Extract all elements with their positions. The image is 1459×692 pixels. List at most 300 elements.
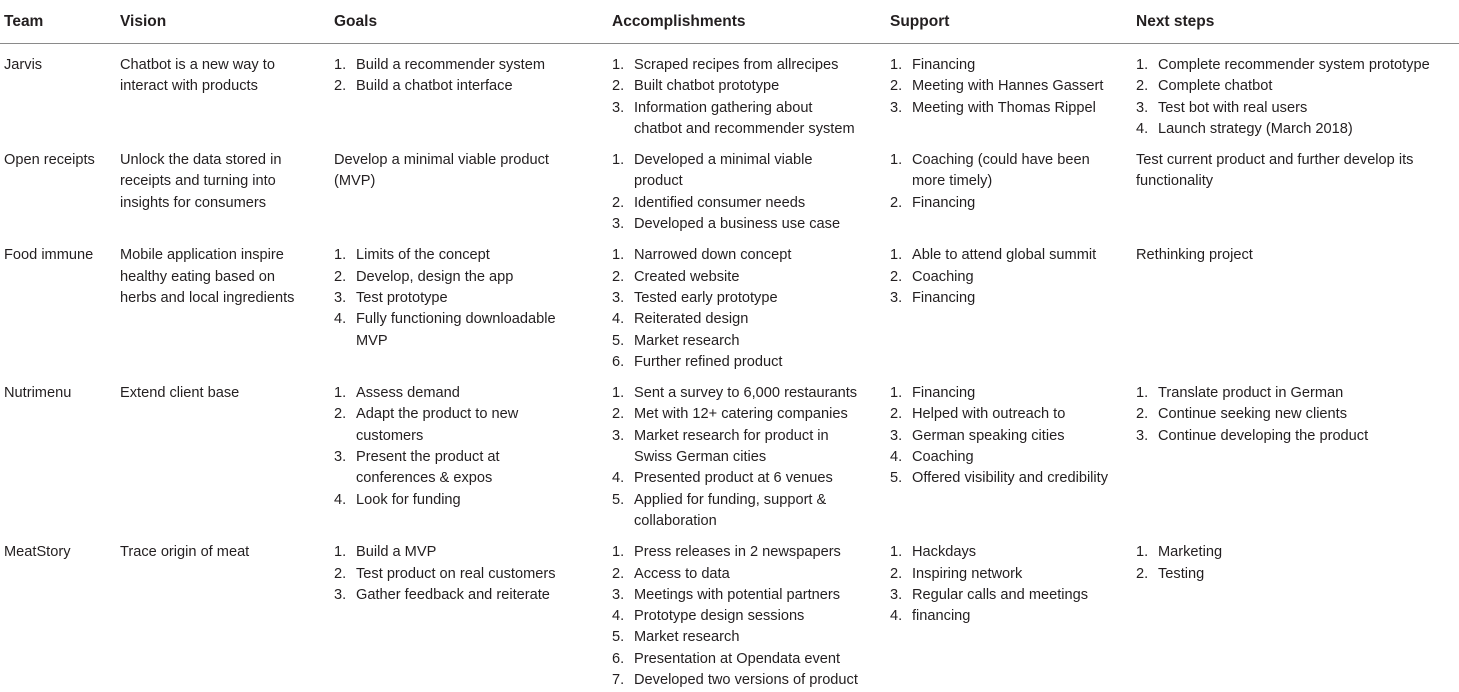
list-item-text — [356, 585, 612, 606]
list-number: 6. — [612, 352, 634, 373]
list-item-line: Scraped recipes from allrecipes — [634, 55, 890, 76]
list-item-line: Offered visibility and credibility — [912, 468, 1136, 489]
list-item — [1136, 98, 1459, 119]
list-item-text — [356, 404, 612, 447]
list-item — [612, 214, 890, 235]
list-item — [612, 245, 890, 266]
list-item-text — [634, 55, 890, 76]
list-item-line: Developed a minimal viable — [634, 150, 890, 171]
list-number: 2. — [612, 193, 634, 214]
table-body — [0, 44, 1459, 692]
list-item — [890, 542, 1136, 563]
cell-support — [890, 236, 1136, 374]
list-item — [890, 193, 1136, 214]
list-item — [612, 670, 890, 691]
list-item-text — [634, 426, 890, 469]
list-item-text — [356, 447, 612, 490]
list-item-text — [912, 426, 1136, 447]
list-item — [612, 468, 890, 489]
list-item-text — [1158, 76, 1459, 97]
list-number: 1. — [1136, 542, 1158, 563]
list-item-text — [634, 490, 890, 533]
list-item — [612, 331, 890, 352]
list-item-text — [356, 76, 612, 97]
list-item — [890, 267, 1136, 288]
list-item-line: Market research for product in — [634, 426, 890, 447]
cell-support — [890, 374, 1136, 533]
list-item-line: Inspiring network — [912, 564, 1136, 585]
list-item-line: Regular calls and meetings — [912, 585, 1136, 606]
list-item-line: Developed a business use case — [634, 214, 890, 235]
list-item — [890, 564, 1136, 585]
numbered-list — [890, 383, 1136, 489]
list-item-text — [1158, 564, 1459, 585]
list-item-text — [912, 150, 1136, 193]
list-item-text — [912, 542, 1136, 563]
list-number: 5. — [890, 468, 912, 489]
cell-next-steps — [1136, 44, 1459, 142]
list-item-text — [1158, 404, 1459, 425]
numbered-list — [334, 383, 612, 511]
list-item-line: Continue developing the product — [1158, 426, 1459, 447]
list-item-text — [634, 214, 890, 235]
list-item-text — [634, 288, 890, 309]
cell-line: Rethinking project — [1136, 245, 1459, 266]
list-item — [612, 585, 890, 606]
cell-accomplishments — [612, 44, 890, 142]
list-item-text — [356, 490, 612, 511]
list-item-text — [634, 564, 890, 585]
cell-goals — [334, 533, 612, 692]
vision-line: herbs and local ingredients — [120, 288, 334, 309]
list-item-line: Gather feedback and reiterate — [356, 585, 612, 606]
list-item-text — [1158, 119, 1459, 140]
list-item-line: Test product on real customers — [356, 564, 612, 585]
list-item-text — [634, 404, 890, 425]
cell-vision — [120, 141, 334, 236]
list-item-text — [634, 468, 890, 489]
list-number: 2. — [1136, 76, 1158, 97]
numbered-list — [612, 383, 890, 532]
list-item — [612, 76, 890, 97]
list-item-text — [634, 267, 890, 288]
list-item-line: Financing — [912, 55, 1136, 76]
list-number: 4. — [1136, 119, 1158, 140]
list-item-line: Present the product at — [356, 447, 612, 468]
list-item-line: chatbot and recommender system — [634, 119, 890, 140]
list-number: 4. — [612, 468, 634, 489]
list-number: 1. — [612, 55, 634, 76]
list-item-line: Information gathering about — [634, 98, 890, 119]
list-item-line: Identified consumer needs — [634, 193, 890, 214]
list-item-text — [634, 309, 890, 330]
list-item — [890, 426, 1136, 447]
list-item-line: conferences & expos — [356, 468, 612, 489]
vision-line: Trace origin of meat — [120, 542, 334, 563]
list-item-line: Translate product in German — [1158, 383, 1459, 404]
list-item — [1136, 76, 1459, 97]
list-item — [890, 288, 1136, 309]
header-row — [0, 0, 1459, 44]
list-number: 3. — [890, 98, 912, 119]
list-number: 7. — [612, 670, 634, 691]
list-number: 1. — [890, 245, 912, 266]
list-item — [334, 267, 612, 288]
list-item-line: Applied for funding, support & — [634, 490, 890, 511]
cell-vision — [120, 533, 334, 692]
list-item — [890, 98, 1136, 119]
header-team: Team — [0, 0, 120, 44]
list-number: 2. — [612, 76, 634, 97]
cell-line: functionality — [1136, 171, 1459, 192]
vision-line: healthy eating based on — [120, 267, 334, 288]
list-item — [334, 585, 612, 606]
list-item-text — [1158, 55, 1459, 76]
list-number: 5. — [612, 627, 634, 648]
list-number: 2. — [890, 193, 912, 214]
numbered-list — [1136, 542, 1459, 585]
vision-line: Unlock the data stored in — [120, 150, 334, 171]
cell-goals — [334, 141, 612, 236]
cell-next-steps — [1136, 236, 1459, 374]
list-item-text — [356, 383, 612, 404]
cell-next-steps — [1136, 141, 1459, 236]
team-name: Food immune — [4, 245, 120, 266]
list-item — [1136, 55, 1459, 76]
header-accomplishments: Accomplishments — [612, 0, 890, 44]
numbered-list — [1136, 55, 1459, 140]
numbered-list — [612, 150, 890, 235]
list-number: 2. — [890, 267, 912, 288]
list-item — [612, 98, 890, 141]
list-item-line: Limits of the concept — [356, 245, 612, 266]
list-item-line: Test prototype — [356, 288, 612, 309]
list-number: 5. — [612, 490, 634, 533]
table-header — [0, 0, 1459, 44]
list-item-line: Presented product at 6 venues — [634, 468, 890, 489]
list-item-line: Fully functioning downloadable — [356, 309, 612, 330]
cell-line: Test current product and further develop its — [1136, 150, 1459, 171]
list-item-text — [356, 288, 612, 309]
numbered-list — [890, 150, 1136, 214]
list-item-line: German speaking cities — [912, 426, 1136, 447]
list-item-line: Swiss German cities — [634, 447, 890, 468]
numbered-list — [612, 55, 890, 140]
list-item-line: Financing — [912, 383, 1136, 404]
list-item-line: Access to data — [634, 564, 890, 585]
list-item — [612, 150, 890, 193]
list-item-line: Build a MVP — [356, 542, 612, 563]
list-number: 3. — [1136, 98, 1158, 119]
list-item — [1136, 383, 1459, 404]
list-number: 1. — [890, 150, 912, 193]
list-item-line: Build a chatbot interface — [356, 76, 612, 97]
list-item — [334, 245, 612, 266]
list-number: 2. — [334, 76, 356, 97]
list-item-line: Able to attend global summit — [912, 245, 1136, 266]
list-item — [890, 55, 1136, 76]
list-item — [612, 542, 890, 563]
list-item — [334, 55, 612, 76]
list-number: 1. — [1136, 383, 1158, 404]
list-item-line: Met with 12+ catering companies — [634, 404, 890, 425]
list-number: 1. — [334, 55, 356, 76]
list-number: 1. — [334, 542, 356, 563]
list-item-text — [634, 352, 890, 373]
list-number: 3. — [612, 98, 634, 141]
vision-line: interact with products — [120, 76, 334, 97]
list-item — [334, 447, 612, 490]
list-item — [334, 383, 612, 404]
list-number: 2. — [334, 564, 356, 585]
list-number: 3. — [1136, 426, 1158, 447]
cell-team — [0, 533, 120, 692]
list-item-line: Market research — [634, 331, 890, 352]
list-item-text — [634, 76, 890, 97]
cell-vision — [120, 374, 334, 533]
list-number: 4. — [612, 309, 634, 330]
numbered-list — [334, 542, 612, 606]
list-number: 2. — [612, 404, 634, 425]
cell-accomplishments — [612, 374, 890, 533]
list-item-text — [1158, 383, 1459, 404]
list-number: 1. — [612, 150, 634, 193]
list-number: 3. — [890, 426, 912, 447]
list-item-text — [912, 267, 1136, 288]
list-item — [612, 352, 890, 373]
list-item-text — [912, 404, 1136, 425]
list-item-text — [634, 98, 890, 141]
list-item-line: Press releases in 2 newspapers — [634, 542, 890, 563]
numbered-list — [334, 55, 612, 98]
list-item — [612, 649, 890, 670]
list-item-line: Meeting with Thomas Rippel — [912, 98, 1136, 119]
list-item — [612, 288, 890, 309]
list-item — [612, 267, 890, 288]
list-item-line: Prototype design sessions — [634, 606, 890, 627]
list-number: 2. — [1136, 404, 1158, 425]
cell-vision — [120, 44, 334, 142]
list-item-line: Continue seeking new clients — [1158, 404, 1459, 425]
list-item-line: more timely) — [912, 171, 1136, 192]
vision-line: Chatbot is a new way to — [120, 55, 334, 76]
list-number: 1. — [890, 383, 912, 404]
team-name: Open receipts — [4, 150, 120, 171]
vision-line: insights for consumers — [120, 193, 334, 214]
list-item — [334, 309, 612, 352]
header-goals: Goals — [334, 0, 612, 44]
list-item — [890, 468, 1136, 489]
header-vision: Vision — [120, 0, 334, 44]
team-name: Jarvis — [4, 55, 120, 76]
list-item — [890, 383, 1136, 404]
list-number: 3. — [334, 585, 356, 606]
list-item-text — [912, 245, 1136, 266]
list-item-line: Adapt the product to new — [356, 404, 612, 425]
numbered-list — [612, 245, 890, 373]
list-item — [612, 55, 890, 76]
list-number: 2. — [890, 404, 912, 425]
list-item-text — [356, 564, 612, 585]
list-number: 2. — [890, 564, 912, 585]
list-item-line: Tested early prototype — [634, 288, 890, 309]
team-name: MeatStory — [4, 542, 120, 563]
list-item-text — [634, 585, 890, 606]
numbered-list — [334, 245, 612, 351]
list-item-text — [356, 542, 612, 563]
list-item — [334, 404, 612, 447]
list-number: 2. — [612, 564, 634, 585]
list-item-line: Further refined product — [634, 352, 890, 373]
list-item — [890, 245, 1136, 266]
numbered-list — [890, 55, 1136, 119]
list-item — [334, 542, 612, 563]
list-item-line: Test bot with real users — [1158, 98, 1459, 119]
list-number: 1. — [890, 542, 912, 563]
list-item-text — [356, 55, 612, 76]
list-item-line: Look for funding — [356, 490, 612, 511]
list-item — [1136, 564, 1459, 585]
list-item-text — [356, 309, 612, 352]
list-item — [890, 447, 1136, 468]
vision-line: Mobile application inspire — [120, 245, 334, 266]
list-item-line: customers — [356, 426, 612, 447]
numbered-list — [1136, 383, 1459, 447]
numbered-list — [612, 542, 890, 691]
list-item-line: Built chatbot prototype — [634, 76, 890, 97]
cell-next-steps — [1136, 374, 1459, 533]
list-number: 1. — [612, 383, 634, 404]
list-number: 3. — [890, 288, 912, 309]
list-item-line: Financing — [912, 288, 1136, 309]
table-row — [0, 236, 1459, 374]
cell-support — [890, 44, 1136, 142]
list-item-text — [634, 627, 890, 648]
list-number: 1. — [612, 542, 634, 563]
list-item-text — [634, 193, 890, 214]
list-item-text — [912, 193, 1136, 214]
list-item — [334, 564, 612, 585]
list-item-line: product — [634, 171, 890, 192]
list-item-line: Developed two versions of product — [634, 670, 890, 691]
list-number: 5. — [612, 331, 634, 352]
list-number: 4. — [612, 606, 634, 627]
list-item-line: Complete chatbot — [1158, 76, 1459, 97]
list-item-text — [912, 383, 1136, 404]
list-item-text — [912, 76, 1136, 97]
table-row — [0, 533, 1459, 692]
list-item-text — [634, 150, 890, 193]
list-item-line: Narrowed down concept — [634, 245, 890, 266]
list-number: 6. — [612, 649, 634, 670]
list-item-line: Hackdays — [912, 542, 1136, 563]
list-item-line: Meetings with potential partners — [634, 585, 890, 606]
list-item — [890, 606, 1136, 627]
list-item — [1136, 119, 1459, 140]
list-item-line: Complete recommender system prototype — [1158, 55, 1459, 76]
list-item-text — [912, 564, 1136, 585]
list-item-line: Coaching — [912, 447, 1136, 468]
list-number: 2. — [334, 267, 356, 288]
list-item — [612, 627, 890, 648]
list-item — [612, 606, 890, 627]
list-item-line: Financing — [912, 193, 1136, 214]
list-item-text — [912, 98, 1136, 119]
list-item-line: Helped with outreach to — [912, 404, 1136, 425]
cell-accomplishments — [612, 236, 890, 374]
list-item-text — [634, 245, 890, 266]
list-item — [334, 76, 612, 97]
list-number: 3. — [612, 288, 634, 309]
list-item — [334, 288, 612, 309]
list-item-text — [634, 542, 890, 563]
list-item-text — [356, 245, 612, 266]
list-item-text — [634, 649, 890, 670]
table-row — [0, 374, 1459, 533]
list-item-line: Presentation at Opendata event — [634, 649, 890, 670]
list-item-line: Marketing — [1158, 542, 1459, 563]
cell-team — [0, 44, 120, 142]
list-item — [334, 490, 612, 511]
list-number: 2. — [1136, 564, 1158, 585]
cell-line: (MVP) — [334, 171, 612, 192]
list-item-line: Assess demand — [356, 383, 612, 404]
table-row — [0, 141, 1459, 236]
list-number: 1. — [1136, 55, 1158, 76]
list-number: 1. — [334, 245, 356, 266]
list-number: 4. — [890, 447, 912, 468]
vision-line: Extend client base — [120, 383, 334, 404]
list-item — [1136, 542, 1459, 563]
list-item-text — [912, 585, 1136, 606]
list-item-line: Sent a survey to 6,000 restaurants — [634, 383, 890, 404]
list-item-line: collaboration — [634, 511, 890, 532]
list-item-text — [912, 447, 1136, 468]
cell-line: Develop a minimal viable product — [334, 150, 612, 171]
list-item-text — [1158, 98, 1459, 119]
list-item-line: Market research — [634, 627, 890, 648]
list-item — [612, 564, 890, 585]
list-number: 4. — [334, 309, 356, 352]
list-number: 2. — [334, 404, 356, 447]
list-number: 3. — [612, 426, 634, 469]
cell-support — [890, 141, 1136, 236]
cell-goals — [334, 44, 612, 142]
list-number: 1. — [612, 245, 634, 266]
numbered-list — [890, 245, 1136, 309]
list-item-text — [1158, 542, 1459, 563]
list-item — [1136, 426, 1459, 447]
table-row — [0, 44, 1459, 142]
list-item-line: Reiterated design — [634, 309, 890, 330]
list-number: 3. — [334, 447, 356, 490]
list-number: 3. — [890, 585, 912, 606]
list-item — [890, 76, 1136, 97]
list-item-line: Launch strategy (March 2018) — [1158, 119, 1459, 140]
cell-team — [0, 141, 120, 236]
list-item-line: Develop, design the app — [356, 267, 612, 288]
list-item-line: Meeting with Hannes Gassert — [912, 76, 1136, 97]
list-item-line: financing — [912, 606, 1136, 627]
list-item — [612, 309, 890, 330]
team-name: Nutrimenu — [4, 383, 120, 404]
list-item — [612, 490, 890, 533]
cell-next-steps — [1136, 533, 1459, 692]
numbered-list — [890, 542, 1136, 627]
list-number: 3. — [612, 214, 634, 235]
list-item-text — [912, 606, 1136, 627]
list-number: 4. — [890, 606, 912, 627]
